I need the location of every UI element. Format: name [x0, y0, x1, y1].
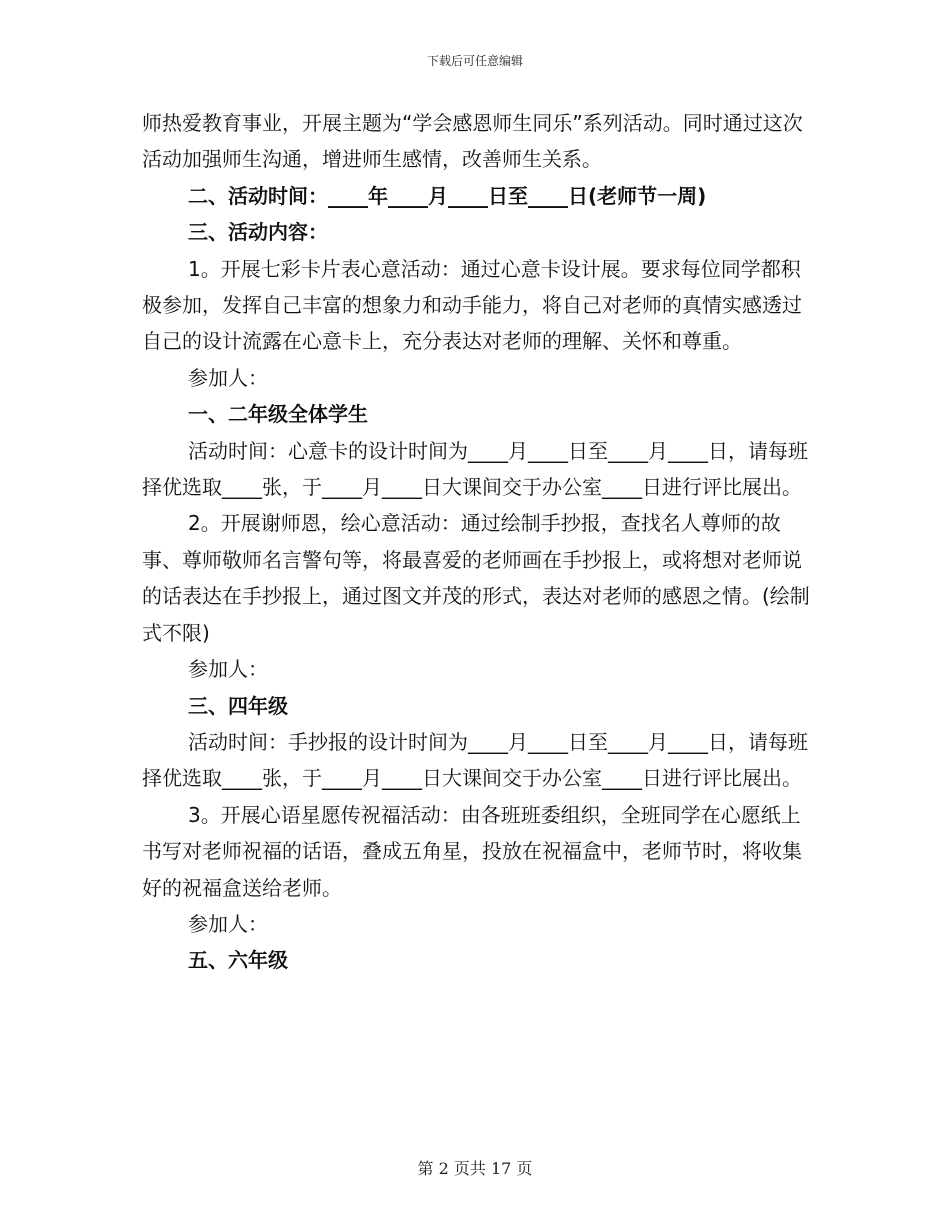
participants-label-1: 参加人：	[188, 365, 268, 390]
participants-label-2: 参加人：	[188, 657, 268, 682]
activity-time-2: 活动时间：手抄报的设计时间为____月____日至____月____日，请每班择优选取____张，于____月____日大课间交于办公室____日进行评比展出。	[142, 729, 808, 791]
grade-heading-3: 五、六年级	[188, 948, 288, 973]
heading-activity-content: 三、活动内容：	[188, 220, 328, 245]
grade-heading-2: 三、四年级	[188, 693, 288, 718]
paragraph-item-2: 2。开展谢师恩，绘心意活动：通过绘制手抄报，查找名人尊师的故事、尊师敬师名言警句等，将最喜爱的老师画在手抄报上，或将想对老师说的话表达在手抄报上，通过图文并茂的形式，表达对老师的感恩之情。(绘制式不限)	[142, 511, 810, 645]
page-header: 下载后可任意编辑	[426, 54, 523, 68]
grade-heading-1: 一、二年级全体学生	[188, 402, 368, 427]
activity-time-1: 活动时间：心意卡的设计时间为____月____日至____月____日，请每班择优选取____张，于____月____日大课间交于办公室____日进行评比展出。	[142, 438, 808, 500]
heading-activity-time: 二、活动时间：____年____月____日至____日(老师节一周)	[188, 183, 707, 208]
participants-label-3: 参加人：	[188, 911, 268, 936]
paragraph-item-3: 3。开展心语星愿传祝福活动：由各班班委组织，全班同学在心愿纸上书写对老师祝福的话语，叠成五角星，投放在祝福盒中，老师节时，将收集好的祝福盒送给老师。	[142, 802, 802, 900]
page-footer: 第 2 页共 17 页	[417, 1159, 533, 1178]
document-body	[142, 105, 810, 979]
paragraph-intro: 师热爱教育事业，开展主题为“学会感恩师生同乐”系列活动。同时通过这次活动加强师生沟通，增进师生感情，改善师生关系。	[142, 111, 803, 172]
paragraph-item-1: 1。开展七彩卡片表心意活动：通过心意卡设计展。要求每位同学都积极参加，发挥自己丰富的想象力和动手能力，将自己对老师的真情实感透过自己的设计流露在心意卡上，充分表达对老师的理解、关怀和尊重。	[142, 256, 802, 354]
